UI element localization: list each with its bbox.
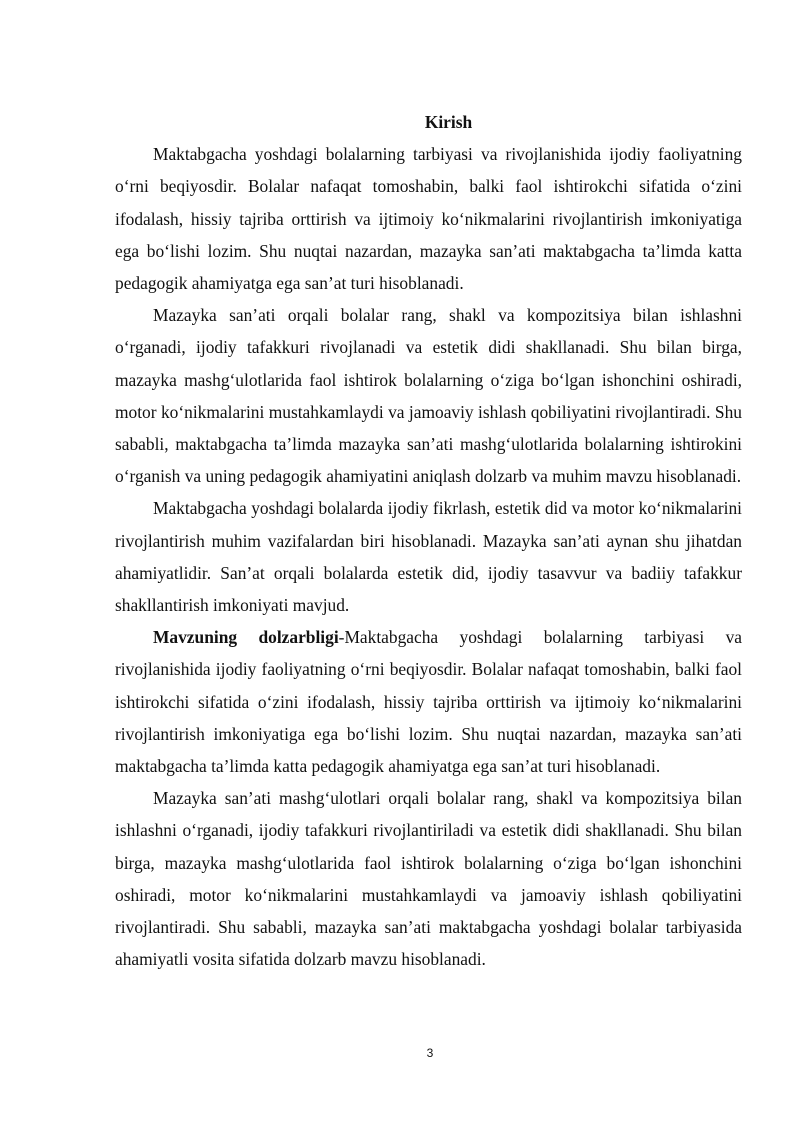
paragraph-1: Maktabgacha yoshdagi bolalarning tarbiyasi va rivojlanishida ijodiy faoliyatning o‘rni beqiyosdir. Bolalar nafaqat tomoshabin, balki faol ishtirokchi sifatida o‘zini ifodalash, hissiy tajriba orttirish va ijtimoiy ko‘nikmalarini rivojlantirish imkoniyatiga ega bo‘lishi lozim. Shu nuqtai nazardan, mazayka san’ati maktabgacha ta’limda katta pedagogik ahamiyatga ega san’at turi hisoblanadi. <box>115 144 742 294</box>
page-number: 3 <box>426 1046 434 1060</box>
page-content <box>115 106 742 975</box>
relevance-paragraph <box>115 621 742 782</box>
section-title: Kirish <box>424 112 473 132</box>
paragraph-3: Maktabgacha yoshdagi bolalarda ijodiy fikrlash, estetik did va motor ko‘nikmalarini rivojlantirish muhim vazifalardan biri hisoblanadi. Mazayka san’ati aynan shu jihatdan ahamiyatlidir. San’at orqali bolalarda estetik did, ijodiy tasavvur va badiiy tafakkur shakllantirish imkoniyati mavjud. <box>115 498 742 616</box>
relevance-text: -Maktabgacha yoshdagi bolalarning tarbiyasi va rivojlanishida ijodiy faoliyatning o‘rni beqiyosdir. Bolalar nafaqat tomoshabin, balki faol ishtirokchi sifatida o‘zini ifodalash, hissiy tajriba orttirish va ijtimoiy ko‘nikmalarini rivojlantirish imkoniyatiga ega bo‘lishi lozim. Shu nuqtai nazardan, mazayka san’ati maktabgacha ta’limda katta pedagogik ahamiyatga ega san’at turi hisoblanadi. <box>115 627 742 777</box>
paragraph-2: Mazayka san’ati orqali bolalar rang, shakl va kompozitsiya bilan ishlashni o‘rganadi, ijodiy tafakkuri rivojlanadi va estetik didi shakllanadi. Shu bilan birga, mazayka mashg‘ulotlarida faol ishtirok bolalarning o‘ziga bo‘lgan ishonchini oshiradi, motor ko‘nikmalarini mustahkamlaydi va jamoaviy ishlash qobiliyatini rivojlantiradi. Shu sababli, maktabgacha ta’limda mazayka san’ati mashg‘ulotlarida bolalarning ishtirokini o‘rganish va uning pedagogik ahamiyatini aniqlash dolzarb va muhim mavzu hisoblanadi. <box>115 305 742 487</box>
relevance-heading: Mavzuning dolzarbligi <box>153 627 339 648</box>
final-paragraph: Mazayka san’ati mashg‘ulotlari orqali bolalar rang, shakl va kompozitsiya bilan ishlashni o‘rganadi, ijodiy tafakkuri rivojlantiriladi va estetik didi shakllanadi. Shu bilan birga, mazayka mashg‘ulotlarida faol ishtirok bolalarning o‘ziga bo‘lgan ishonchini oshiradi, motor ko‘nikmalarini mustahkamlaydi va jamoaviy ishlash qobiliyatini rivojlantiradi. Shu sababli, mazayka san’ati maktabgacha yoshdagi bolalar tarbiyasida ahamiyatli vosita sifatida dolzarb mavzu hisoblanadi. <box>115 788 742 970</box>
